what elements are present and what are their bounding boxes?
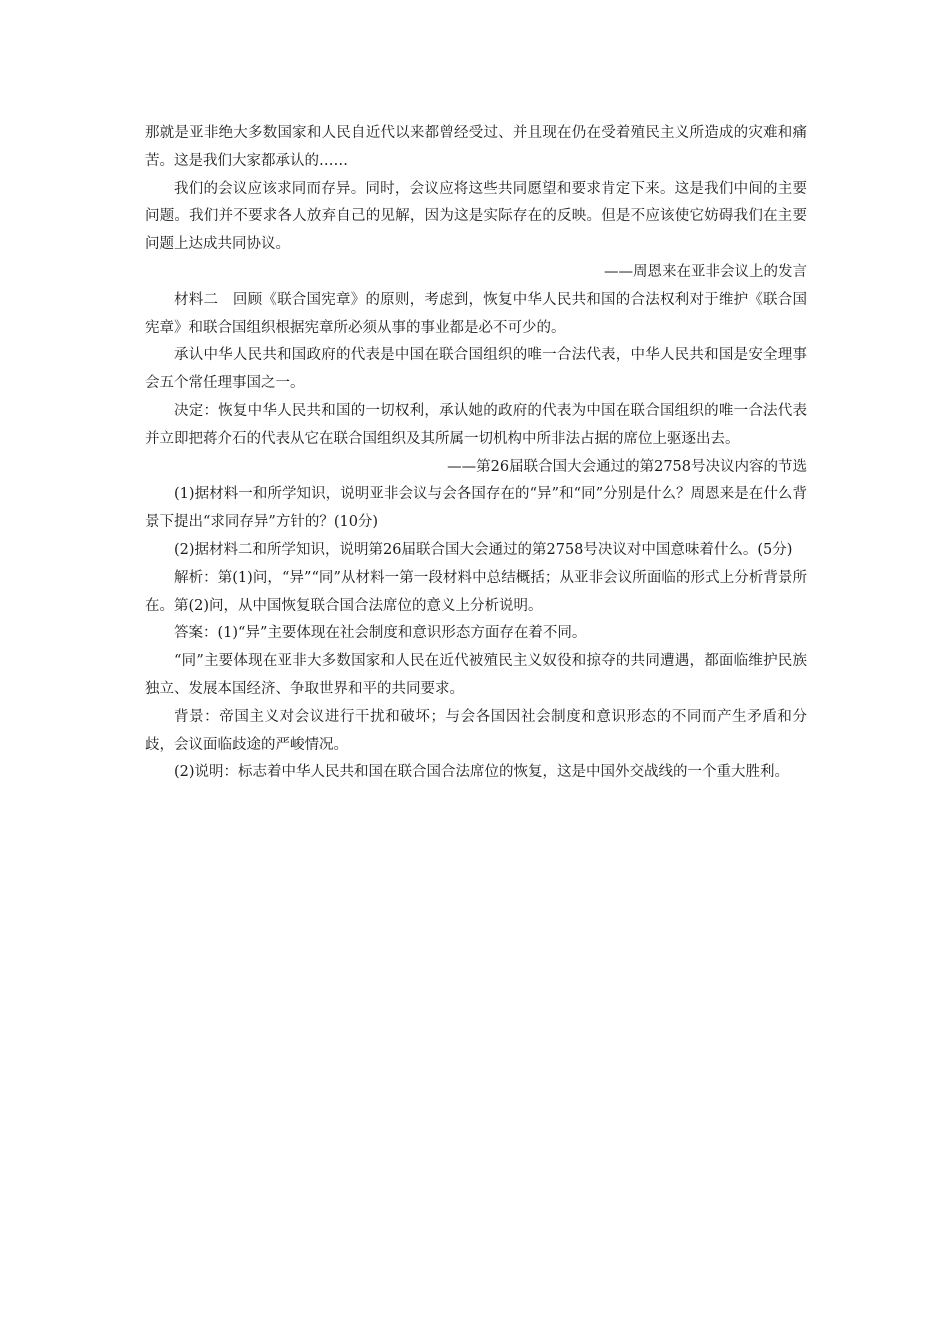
answer-4: (2)说明：标志着中华人民共和国在联合国合法席位的恢复，这是中国外交战线的一个重大胜利。 — [174, 764, 790, 781]
answer-2: “同”主要体现在亚非大多数国家和人民在近代被殖民主义奴役和掠夺的共同遭遇，都面临维护民族独立、发展本国经济、争取世界和平的共同要求。 — [145, 653, 807, 697]
material-two-paragraph-1: 材料二 回顾《联合国宪章》的原则，考虑到，恢复中华人民共和国的合法权利对于维护《联合国宪章》和联合国组织根据宪章所必须从事的事业都是必不可少的。 — [145, 291, 807, 336]
answer-1: 答案：(1)“异”主要体现在社会制度和意识形态方面存在着不同。 — [174, 625, 587, 642]
material-one-continuation: 那就是亚非绝大多数国家和人民自近代以来都曾经受过、并且现在仍在受着殖民主义所造成的灾难和痛苦。这是我们大家都承认的…… — [145, 125, 807, 169]
question-1: (1)据材料一和所学知识，说明亚非会议与会各国存在的“异”和“同”分别是什么？周恩来是在什么背景下提出“求同存异”方针的？(10分) — [145, 486, 807, 531]
material-two-source: ——第26届联合国大会通过的第2758号决议内容的节选 — [447, 458, 807, 475]
analysis: 解析：第(1)问，“异”“同”从材料一第一段材料中总结概括；从亚非会议所面临的形式上分析背景所在。第(2)问，从中国恢复联合国合法席位的意义上分析说明。 — [145, 569, 807, 614]
answer-3: 背景：帝国主义对会议进行干扰和破坏；与会各国因社会制度和意识形态的不同而产生矛盾和分歧，会议面临歧途的严峻情况。 — [145, 708, 807, 753]
material-one-source: ——周恩来在亚非会议上的发言 — [604, 263, 807, 280]
material-two-paragraph-2: 承认中华人民共和国政府的代表是中国在联合国组织的唯一合法代表，中华人民共和国是安全理事会五个常任理事国之一。 — [145, 347, 807, 392]
document-body — [145, 120, 807, 787]
question-2: (2)据材料二和所学知识，说明第26届联合国大会通过的第2758号决议对中国意味着什么。(5分) — [174, 541, 793, 558]
material-two-paragraph-3: 决定：恢复中华人民共和国的一切权利，承认她的政府的代表为中国在联合国组织的唯一合法代表并立即把蒋介石的代表从它在联合国组织及其所属一切机构中所非法占据的席位上驱逐出去。 — [145, 402, 807, 447]
material-one-paragraph: 我们的会议应该求同而存异。同时，会议应将这些共同愿望和要求肯定下来。这是我们中间的主要问题。我们并不要求各人放弃自己的见解，因为这是实际存在的反映。但是不应该使它妨碍我们在主要问题上达成共同协议。 — [145, 180, 807, 253]
